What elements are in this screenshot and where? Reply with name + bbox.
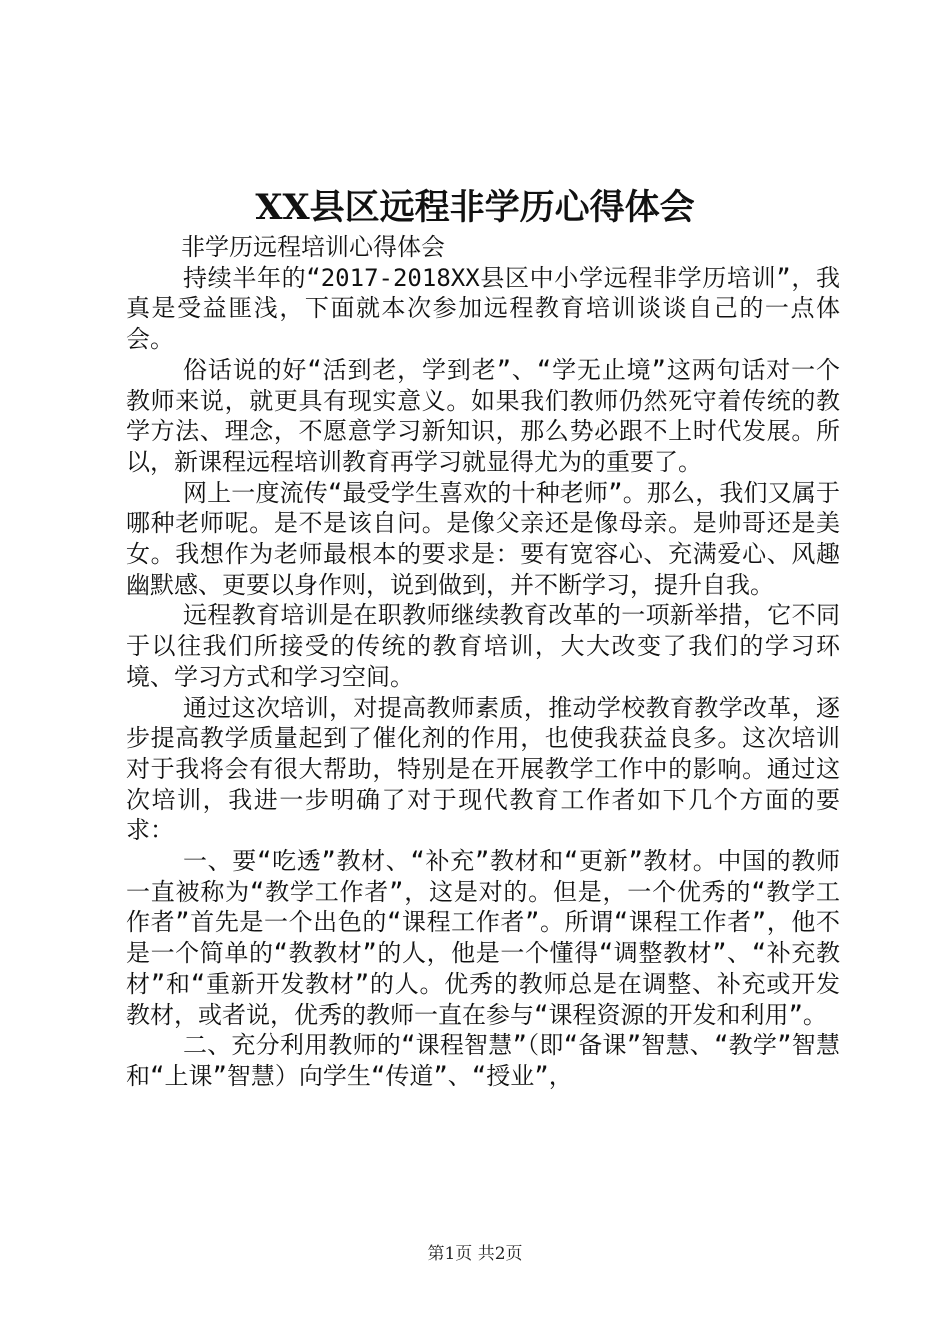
paragraph-7: 二、充分利用教师的“课程智慧”（即“备课”智慧、“教学”智慧和“上课”智慧）向学生“传道”、“授业”， [126, 1031, 840, 1090]
paragraph-2: 俗话说的好“活到老，学到老”、“学无止境”这两句话对一个教师来说，就更具有现实意义。如果我们教师仍然死守着传统的教学方法、理念，不愿意学习新知识，那么势必跟不上时代发展。所以，新课程远程培训教育再学习就显得尤为的重要了。 [126, 355, 840, 476]
paragraph-1: 持续半年的“2017-2018XX县区中小学远程非学历培训”，我真是受益匪浅，下面就本次参加远程教育培训谈谈自己的一点体会。 [126, 263, 840, 354]
paragraph-4: 远程教育培训是在职教师继续教育改革的一项新举措，它不同于以往我们所接受的传统的教育培训，大大改变了我们的学习环境、学习方式和学习空间。 [126, 601, 840, 691]
document-subtitle: 非学历远程培训心得体会 [181, 233, 445, 261]
page-number-footer: 第1页 共2页 [427, 1244, 523, 1264]
document-title: XX县区远程非学历心得体会 [255, 187, 695, 228]
document-body [126, 232, 840, 1092]
paragraph-5: 通过这次培训，对提高教师素质，推动学校教育教学改革，逐步提高教学质量起到了催化剂的作用，也使我获益良多。这次培训对于我将会有很大帮助，特别是在开展教学工作中的影响。通过这次培训，我进一步明确了对于现代教育工作者如下几个方面的要求： [126, 693, 840, 845]
paragraph-3: 网上一度流传“最受学生喜欢的十种老师”。那么，我们又属于哪种老师呢。是不是该自问。是像父亲还是像母亲。是帅哥还是美女。我想作为老师最根本的要求是：要有宽容心、充满爱心、风趣幽默感、更要以身作则，说到做到，并不断学习，提升自我。 [126, 478, 840, 599]
paragraph-6: 一、要“吃透”教材、“补充”教材和“更新”教材。中国的教师一直被称为“教学工作者”，这是对的。但是，一个优秀的“教学工作者”首先是一个出色的“课程工作者”。所谓“课程工作者”，他不是一个简单的“教教材”的人，他是一个懂得“调整教材”、“补充教材”和“重新开发教材”的人。优秀的教师总是在调整、补充或开发教材，或者说，优秀的教师一直在参与“课程资源的开发和利用”。 [126, 847, 840, 1029]
